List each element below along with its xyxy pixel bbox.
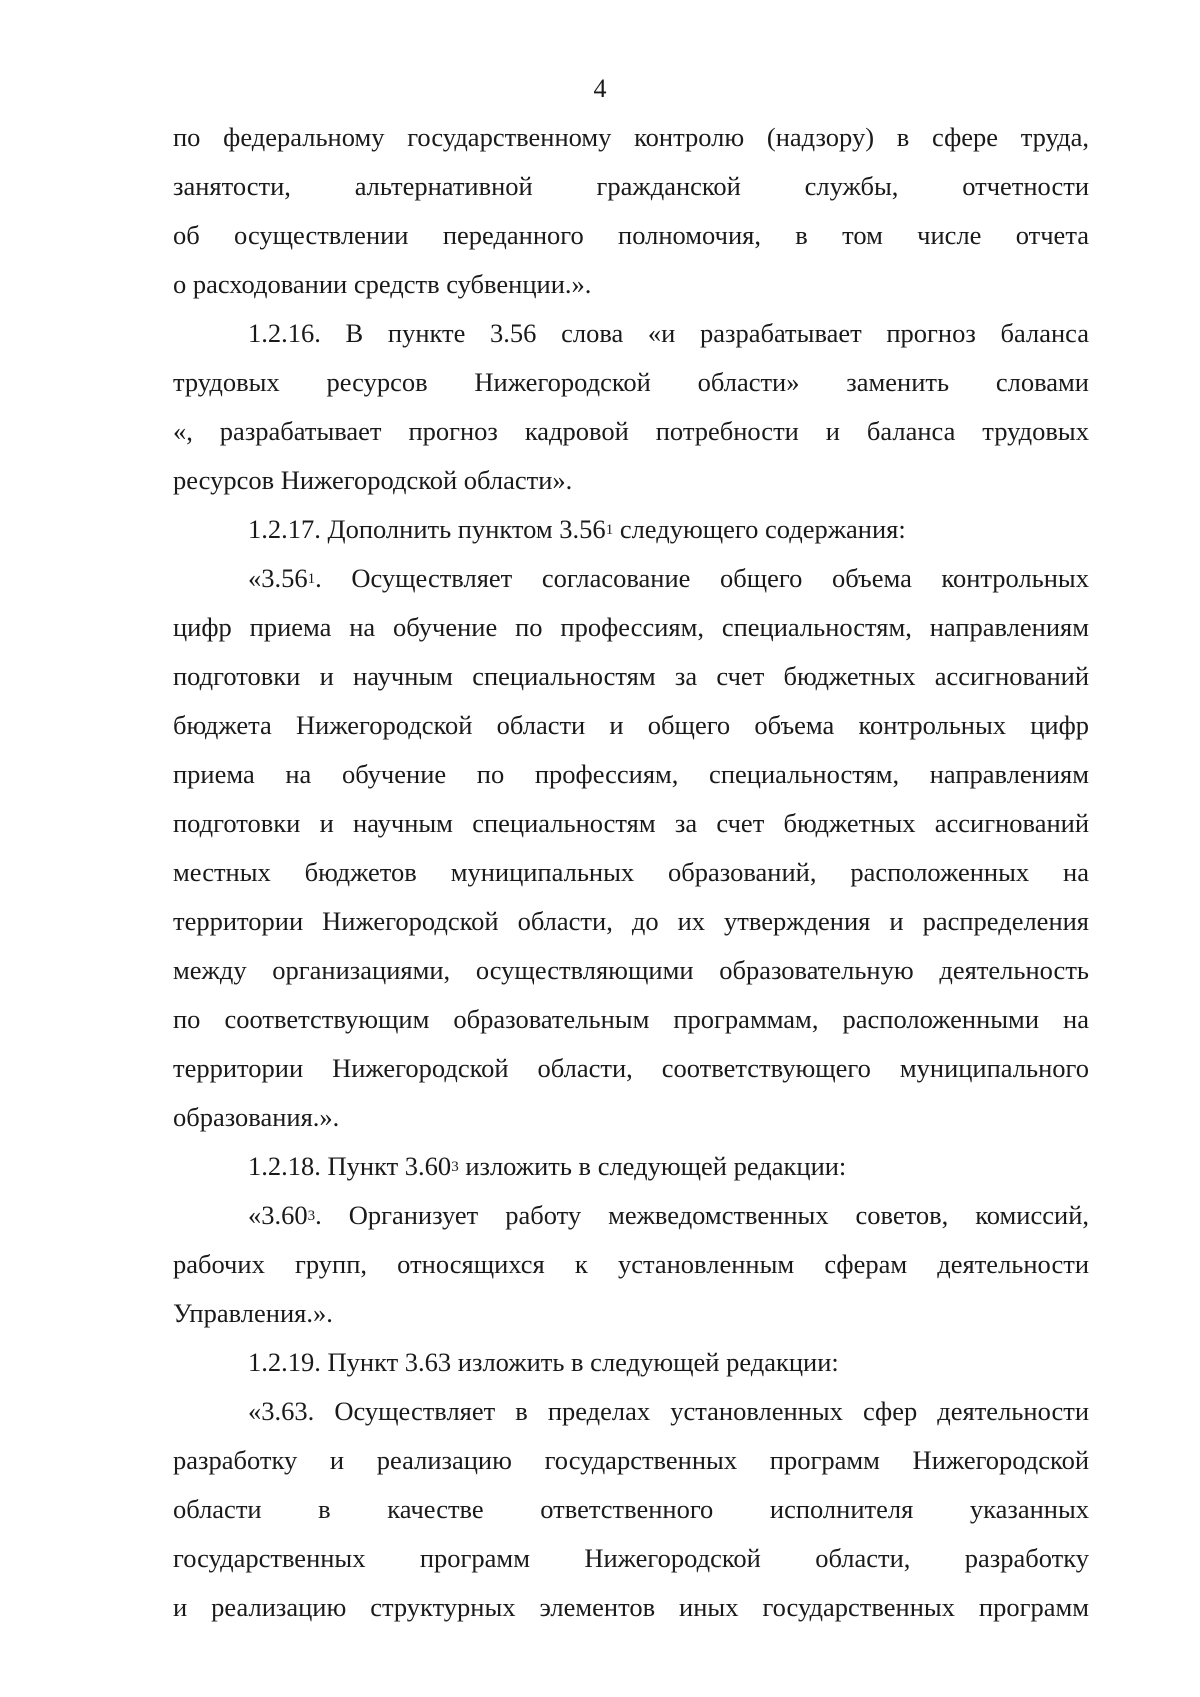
- text-line: об осуществлении переданного полномочия, в том числе отчета: [173, 220, 1089, 250]
- text-line: области в качестве ответственного исполнителя указанных: [173, 1494, 1089, 1524]
- text-line: подготовки и научным специальностям за счет бюджетных ассигнований: [173, 808, 1089, 838]
- superscript: 3: [307, 1208, 316, 1224]
- text-line: государственных программ Нижегородской области, разработку: [173, 1543, 1089, 1573]
- text-line: образования.».: [173, 1102, 340, 1132]
- text-line: трудовых ресурсов Нижегородской области» заменить словами: [173, 367, 1089, 397]
- text-line: разработку и реализацию государственных программ Нижегородской: [173, 1445, 1089, 1475]
- document-body: [173, 113, 1089, 1632]
- text-fragment: . Организует работу межведомственных советов, комиссий,: [315, 1200, 1089, 1230]
- text-line: [173, 505, 1089, 554]
- text-line: [173, 554, 1089, 603]
- text-line: территории Нижегородской области, до их утверждения и распределения: [173, 906, 1089, 936]
- paragraph-1-2-18: [173, 1142, 1089, 1191]
- text-line: между организациями, осуществляющими образовательную деятельность: [173, 955, 1089, 985]
- text-line: «3.63. Осуществляет в пределах установленных сфер деятельности: [248, 1396, 1089, 1426]
- text-fragment: «3.60: [248, 1200, 308, 1230]
- paragraph-3-60-3: [173, 1191, 1089, 1338]
- text-line: «, разрабатывает прогноз кадровой потребности и баланса трудовых: [173, 416, 1089, 446]
- text-line: Управления.».: [173, 1298, 333, 1328]
- paragraph-1-2-17: [173, 505, 1089, 554]
- text-fragment: следующего содержания:: [613, 514, 906, 544]
- text-fragment: 1.2.17. Дополнить пунктом 3.56: [248, 514, 606, 544]
- text-line: 1.2.16. В пункте 3.56 слова «и разрабатывает прогноз баланса: [248, 318, 1089, 348]
- text-fragment: «3.56: [248, 563, 308, 593]
- superscript: 1: [605, 522, 614, 538]
- text-line: занятости, альтернативной гражданской службы, отчетности: [173, 171, 1089, 201]
- text-line: ресурсов Нижегородской области».: [173, 465, 573, 495]
- text-fragment: . Осуществляет согласование общего объема контрольных: [315, 563, 1089, 593]
- page-number: 4: [593, 74, 607, 103]
- text-fragment: изложить в следующей редакции:: [458, 1151, 847, 1181]
- paragraph-continuation: [173, 113, 1089, 309]
- text-line: 1.2.19. Пункт 3.63 изложить в следующей редакции:: [248, 1347, 839, 1377]
- text-line: местных бюджетов муниципальных образований, расположенных на: [173, 857, 1089, 887]
- paragraph-3-63: [173, 1387, 1089, 1632]
- text-line: бюджета Нижегородской области и общего объема контрольных цифр: [173, 710, 1089, 740]
- superscript: 3: [451, 1159, 459, 1175]
- superscript: 1: [307, 571, 316, 587]
- text-line: цифр приема на обучение по профессиям, специальностям, направлениям: [173, 612, 1089, 642]
- paragraph-1-2-16: [173, 309, 1089, 505]
- text-line: приема на обучение по профессиям, специальностям, направлениям: [173, 759, 1089, 789]
- paragraph-3-56-1: [173, 554, 1089, 1142]
- text-fragment: 1.2.18. Пункт 3.60: [248, 1151, 452, 1181]
- text-line: [173, 1142, 1089, 1191]
- text-line: по соответствующим образовательным программам, расположенными на: [173, 1004, 1089, 1034]
- text-line: по федеральному государственному контролю (надзору) в сфере труда,: [173, 122, 1089, 152]
- text-line: [173, 1191, 1089, 1240]
- paragraph-1-2-19: [173, 1338, 1089, 1387]
- text-line: о расходовании средств субвенции.».: [173, 269, 592, 299]
- text-line: подготовки и научным специальностям за счет бюджетных ассигнований: [173, 661, 1089, 691]
- text-line: территории Нижегородской области, соответствующего муниципального: [173, 1053, 1089, 1083]
- text-line: рабочих групп, относящихся к установленным сферам деятельности: [173, 1249, 1089, 1279]
- text-line: и реализацию структурных элементов иных государственных программ: [173, 1592, 1089, 1622]
